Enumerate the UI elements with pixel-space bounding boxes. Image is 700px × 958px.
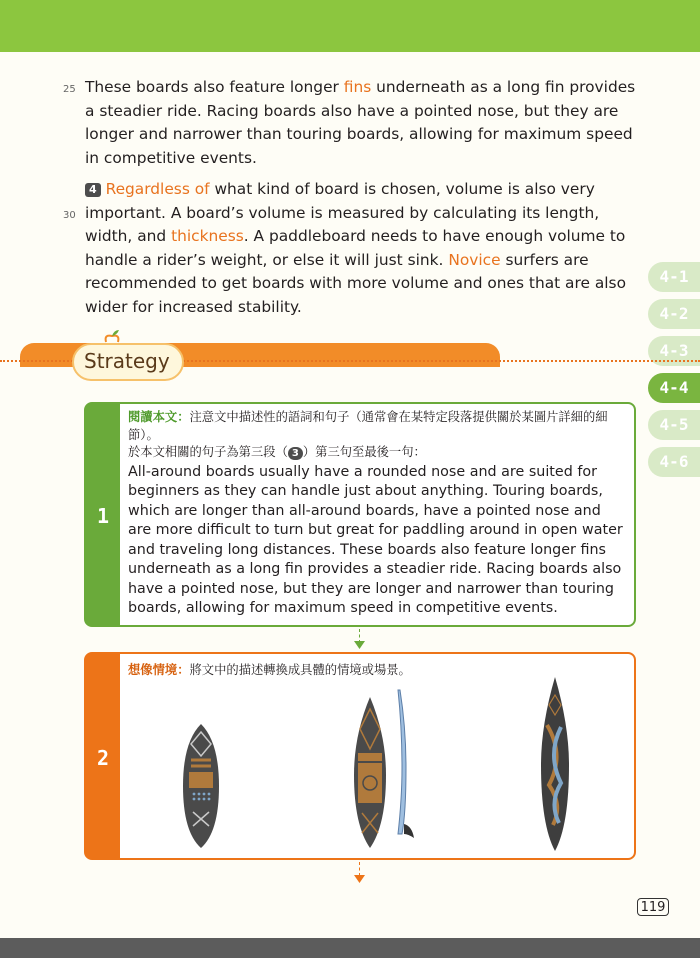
tab-4-5[interactable]: 4-5 xyxy=(648,410,700,440)
step-instruction: 注意文中描述性的語詞和句子（通常會在某特定段落提供關於某圖片詳細的細節）。 xyxy=(128,410,608,442)
step-instruction: 將文中的描述轉換成具體的情境或場景。 xyxy=(189,663,411,677)
down-arrow-icon xyxy=(354,641,365,649)
step-heading: 閱讀本文： xyxy=(128,410,190,424)
paragraph-ref-badge: 3 xyxy=(288,447,303,460)
passage-text: underneath as a long fin provides a steadier ride. Racing boards also have a pointed nose, but they are longer and narrower than touring boards, allowing for maximum speed in competitive events. xyxy=(85,78,636,167)
apple-icon xyxy=(100,328,124,348)
reading-passage xyxy=(63,76,640,319)
connector-line xyxy=(359,862,360,876)
step-1-content xyxy=(120,404,634,625)
tab-4-6[interactable]: 4-6 xyxy=(648,447,700,477)
paragraph-badge: 4 xyxy=(85,183,101,197)
line-number: 25 xyxy=(63,84,76,95)
tab-4-1[interactable]: 4-1 xyxy=(648,262,700,292)
passage-text: These boards also feature longer xyxy=(85,78,344,96)
step-heading: 想像情境： xyxy=(128,663,190,677)
highlight-word: Regardless of xyxy=(105,180,210,198)
tab-4-4[interactable]: 4-4 xyxy=(648,373,700,403)
page-number: 119 xyxy=(637,898,669,916)
passage-text: what kind of board is chosen, volume is also very important. A board’s volume is measured by calculating its length, width, and xyxy=(85,180,600,245)
passage-paragraph-1 xyxy=(63,76,640,170)
bottom-bar xyxy=(0,938,700,958)
step-number: 2 xyxy=(96,746,110,770)
down-arrow-icon xyxy=(354,875,365,883)
highlight-word: thickness xyxy=(171,227,244,245)
touring-board-icon xyxy=(352,695,388,850)
passage-text: surfers are recommended to get boards with more volume and ones that are also wider for increased stability. xyxy=(85,250,626,316)
passage-text: . A paddleboard needs to have enough volume to handle a rider’s weight, or else it will just sink. xyxy=(85,227,626,269)
step-number: 1 xyxy=(96,504,110,528)
chapter-tabs xyxy=(648,262,700,484)
step-1-box xyxy=(84,402,636,627)
highlight-word: fins xyxy=(343,78,372,96)
ref-suffix: ）第三句至最後一句： xyxy=(302,445,426,459)
touring-board-side-icon xyxy=(394,688,416,846)
top-color-bar xyxy=(0,0,700,52)
racing-board-icon xyxy=(539,675,571,853)
quoted-passage: All-around boards usually have a rounded nose and are suited for beginners as they can handle just about anything. Touring boards, which are longer than all-around boards, have a pointed nose and are more difficult to turn but great for paddling around in open water and traveling long distances. These boards also feature longer fins underneath as a long fin provides a steadier ride. Racing boards also have a pointed nose, but they are longer and narrower than touring boards, allowing for maximum speed in competitive events. xyxy=(128,463,623,616)
highlight-word: Novice xyxy=(448,250,501,269)
tab-4-3[interactable]: 4-3 xyxy=(648,336,700,366)
line-number: 30 xyxy=(63,210,76,221)
tab-4-2[interactable]: 4-2 xyxy=(648,299,700,329)
all-around-board-icon xyxy=(181,722,221,850)
strategy-title: Strategy xyxy=(84,349,170,373)
passage-paragraph-2 xyxy=(63,178,640,319)
ref-prefix: 於本文相關的句子為第三段（ xyxy=(128,445,288,459)
